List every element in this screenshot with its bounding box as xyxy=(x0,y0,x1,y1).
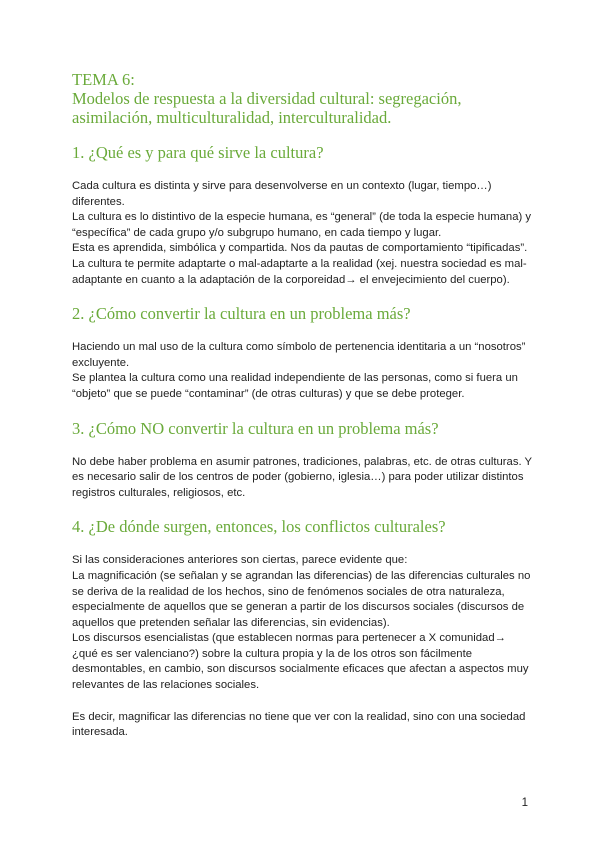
section-4-paragraph: Es decir, magnificar las diferencias no tiene que ver con la realidad, sino con una sociedad interesada. xyxy=(72,710,526,739)
title-line-topic: TEMA 6: xyxy=(72,70,135,89)
section-3-heading: 3. ¿Cómo NO convertir la cultura en un problema más? xyxy=(72,418,439,438)
section-1-paragraph: La cultura te permite adaptarte o mal-adaptarte a la realidad (xej. nuestra sociedad es mal-adaptante en cuanto a la adaptación de la corporeidad→ el envejecimiento del cuerpo). xyxy=(72,257,527,286)
section-1-paragraph: Esta es aprendida, simbólica y compartida. Nos da pautas de comportamiento “tipificadas”. xyxy=(72,242,528,255)
document-page xyxy=(72,70,532,741)
page-number: 1 xyxy=(521,797,528,809)
section-1-paragraph: Cada cultura es distinta y sirve para desenvolverse en un contexto (lugar, tiempo…) diferentes. xyxy=(72,180,492,208)
document-title xyxy=(72,70,532,127)
section-4-paragraph: Los discursos esencialistas (que establecen normas para pertenecer a X comunidad→ ¿qué es ser valenciano?) sobre la cultura propia y la de los otros son fácilmente desmontables, en cambio, son discursos socialmente eficaces que afectan a aspectos muy relevantes de las relaciones sociales. xyxy=(72,632,529,692)
section-2-heading: 2. ¿Cómo convertir la cultura en un problema más? xyxy=(72,304,411,324)
section-3-paragraph: No debe haber problema en asumir patrones, tradiciones, palabras, etc. de otras culturas. Y es necesario salir de los centros de poder (gobierno, iglesia…) para poder utilizar distintos registros culturales, religiosos, etc. xyxy=(72,455,532,499)
section-1-heading: 1. ¿Qué es y para qué sirve la cultura? xyxy=(72,143,324,162)
section-4-paragraph: La magnificación (se señalan y se agrandan las diferencias) de las diferencias culturales no se deriva de la realidad de los hechos, sino de fenómenos sociales de otra naturaleza, especialmente de aquellos que se generan a partir de los discursos sociales (discursos de aquellos que pretenden señalar las diferencias, sin evidencias). xyxy=(72,569,531,629)
section-1-paragraph: La cultura es lo distintivo de la especie humana, es “general” (de toda la especie humana) y “específica” de cada grupo y/o subgrupo humano, en cada tiempo y lugar. xyxy=(72,211,532,239)
section-2-paragraph: Se plantea la cultura como una realidad independiente de las personas, como si fuera un “objeto” que se puede “contaminar” (de otras culturas) y que se debe proteger. xyxy=(72,372,518,400)
section-2-paragraph: Haciendo un mal uso de la cultura como símbolo de pertenencia identitaria a un “nosotros” excluyente. xyxy=(72,341,526,369)
section-4-heading: 4. ¿De dónde surgen, entonces, los conflictos culturales? xyxy=(72,517,446,537)
section-4-paragraph: Si las consideraciones anteriores son ciertas, parece evidente que: xyxy=(72,554,408,567)
title-line-main: Modelos de respuesta a la diversidad cultural: segregación, xyxy=(72,89,462,108)
title-line-sub: asimilación, multiculturalidad, interculturalidad. xyxy=(72,108,392,127)
